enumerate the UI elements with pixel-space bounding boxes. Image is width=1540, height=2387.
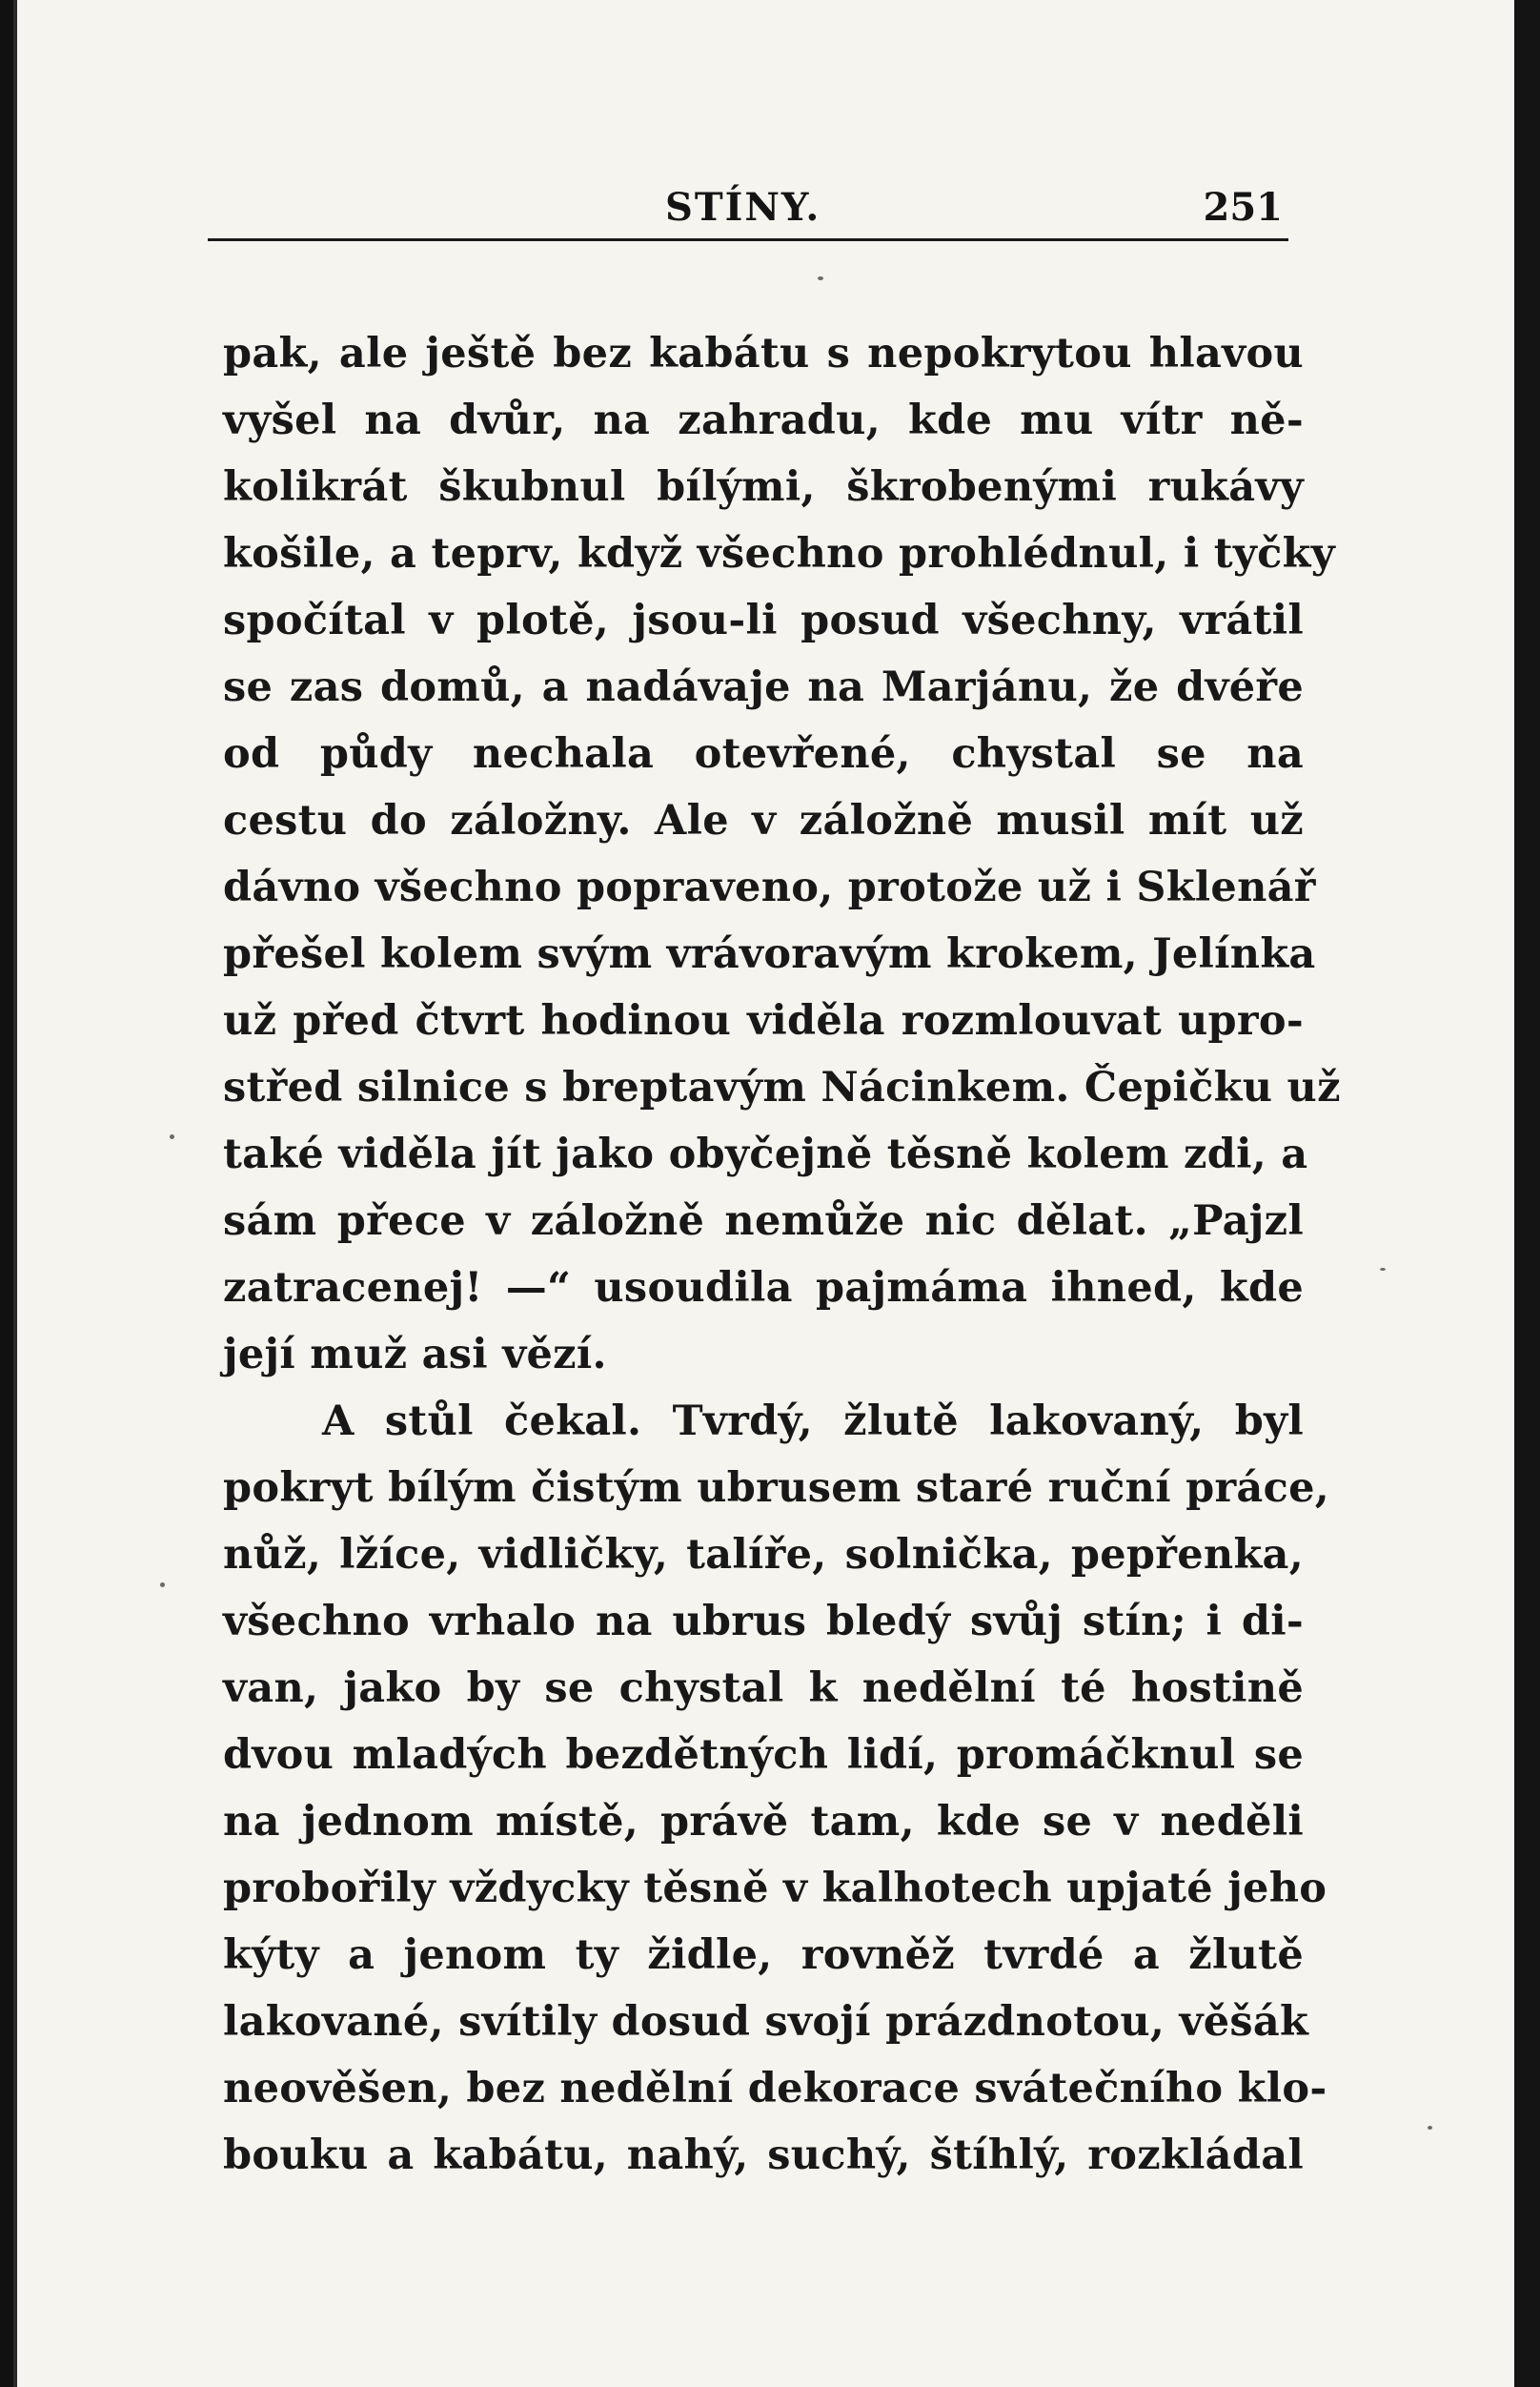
text-line: už před čtvrt hodinou viděla rozmlouvat upro- [223, 997, 1304, 1045]
text-line: pokryt bílým čistým ubrusem staré ruční práce, [223, 1464, 1330, 1512]
scan-edge-right [1514, 0, 1540, 2387]
running-title: STÍNY. [665, 185, 821, 230]
book-page [13, 0, 1514, 2387]
print-speck [1428, 2126, 1432, 2130]
body-text [223, 320, 1341, 2189]
text-line: všechno vrhalo na ubrus bledý svůj stín; i di- [223, 1598, 1304, 1645]
text-line: na jednom místě, právě tam, kde se v neděli [223, 1798, 1304, 1846]
text-line: se zas domů, a nadávaje na Marjánu, že dvéře [223, 663, 1304, 711]
page-header [208, 177, 1288, 241]
text-line: přešel kolem svým vrávoravým krokem, Jelínka [223, 930, 1316, 978]
text-line: van, jako by se chystal k nedělní té hostině [223, 1664, 1304, 1712]
text-line: dávno všechno popraveno, protože už i Sklenář [223, 864, 1316, 911]
text-line: bouku a kabátu, nahý, suchý, štíhlý, rozkládal [223, 2132, 1304, 2179]
text-line: střed silnice s breptavým Nácinkem. Čepičku už [223, 1064, 1341, 1112]
text-line: nůž, lžíce, vidličky, talíře, solnička, pepřenka, [223, 1531, 1304, 1579]
text-line: cestu do záložny. Ale v záložně musil mít už [223, 797, 1304, 845]
print-speck [818, 276, 823, 280]
text-line: také viděla jít jako obyčejně těsně kolem zdi, a [223, 1131, 1308, 1178]
text-line: lakované, svítily dosud svojí prázdnotou, věšák [223, 1998, 1309, 2046]
text-line: kolikrát škubnul bílými, škrobenými rukávy [223, 463, 1304, 511]
text-line: spočítal v plotě, jsou-li posud všechny, vrátil [223, 597, 1304, 644]
text-line: vyšel na dvůr, na zahradu, kde mu vítr ně- [223, 397, 1304, 444]
print-speck [170, 1134, 174, 1139]
text-line-paragraph-end: její muž asi vězí. [223, 1331, 607, 1378]
page-number: 251 [1203, 185, 1283, 230]
text-line: zatracenej! —“ usoudila pajmáma ihned, kde [223, 1264, 1304, 1312]
text-line: pak, ale ještě bez kabátu s nepokrytou hlavou [223, 330, 1304, 377]
text-line: košile, a teprv, když všechno prohlédnul, i tyčky [223, 530, 1336, 578]
print-speck [1380, 1268, 1386, 1271]
text-line: od půdy nechala otevřené, chystal se na [223, 730, 1304, 778]
text-line: dvou mladých bezdětných lidí, promáčknul se [223, 1731, 1304, 1779]
print-speck [160, 1582, 165, 1587]
text-line-paragraph-start: A stůl čekal. Tvrdý, žlutě lakovaný, byl [322, 1398, 1304, 1445]
text-line: kýty a jenom ty židle, rovněž tvrdé a žlutě [223, 1931, 1304, 1979]
text-line: neověšen, bez nedělní dekorace svátečního klo- [223, 2065, 1327, 2112]
text-line: sám přece v záložně nemůže nic dělat. „Pajzl [223, 1197, 1304, 1245]
text-line: probořily vždycky těsně v kalhotech upjaté jeho [223, 1865, 1327, 1912]
